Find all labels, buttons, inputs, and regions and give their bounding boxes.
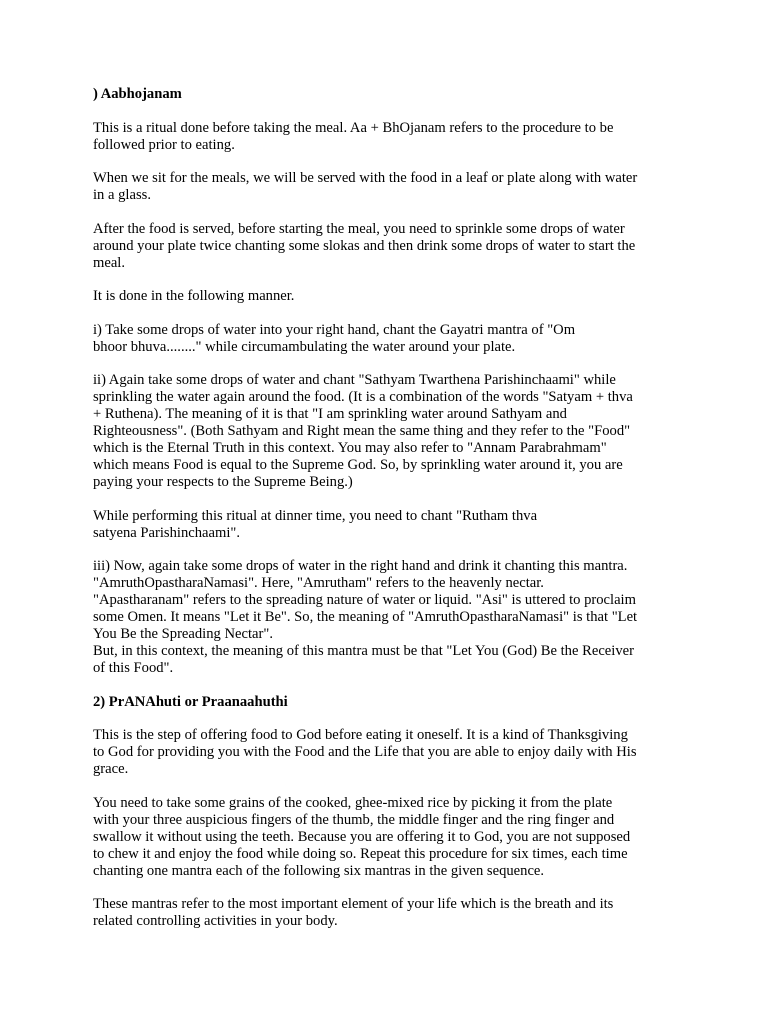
text-line: 2) PrANAhuti or Praanaahuthi xyxy=(93,693,288,710)
text-line: of this Food". xyxy=(93,660,174,676)
document-page xyxy=(93,86,683,947)
text-line: You Be the Spreading Nectar". xyxy=(93,626,273,642)
paragraph xyxy=(93,170,683,204)
text-line: When we sit for the meals, we will be served with the food in a leaf or plate along with water xyxy=(93,170,638,186)
text-line: followed prior to eating. xyxy=(93,136,235,153)
text-line: grace. xyxy=(93,761,129,777)
text-line: + Ruthena). The meaning of it is that "I am sprinkling water around Sathyam and xyxy=(93,406,567,422)
text-line: ) Aabhojanam xyxy=(93,86,182,102)
text-line: satyena Parishinchaami". xyxy=(93,524,240,541)
text-line: which is the Eternal Truth in this context. You may also refer to "Annam Parabrahmam" xyxy=(93,440,607,456)
paragraph xyxy=(93,558,683,677)
text-line: It is done in the following manner. xyxy=(93,288,295,304)
paragraph xyxy=(93,120,683,154)
paragraph xyxy=(93,288,683,305)
text-line: to God for providing you with the Food and the Life that you are able to enjoy daily with His xyxy=(93,744,637,760)
text-line: "Apastharanam" refers to the spreading nature of water or liquid. "Asi" is uttered to proclaim xyxy=(93,592,636,608)
text-line: sprinkling the water again around the food. (It is a combination of the words "Satyam + thva xyxy=(93,389,633,405)
text-line: "AmruthOpastharaNamasi". Here, "Amrutham" refers to the heavenly nectar. xyxy=(93,575,544,591)
text-line: ii) Again take some drops of water and chant "Sathyam Twarthena Parishinchaami" while xyxy=(93,372,616,388)
text-line: in a glass. xyxy=(93,187,151,203)
paragraph xyxy=(93,322,683,356)
paragraph xyxy=(93,508,683,542)
text-line: Righteousness". (Both Sathyam and Right mean the same thing and they refer to the "Food" xyxy=(93,423,631,439)
text-line: some Omen. It means "Let it Be". So, the meaning of "AmruthOpastharaNamasi" is that "Let xyxy=(93,609,638,625)
section-heading xyxy=(93,694,683,711)
paragraph xyxy=(93,896,683,930)
text-line: iii) Now, again take some drops of water in the right hand and drink it chanting this mantra. xyxy=(93,558,628,574)
text-line: This is a ritual done before taking the meal. Aa + BhOjanam refers to the procedure to be xyxy=(93,119,614,136)
text-line: After the food is served, before starting the meal, you need to sprinkle some drops of water xyxy=(93,220,625,237)
text-line: to chew it and enjoy the food while doing so. Repeat this procedure for six times, each time xyxy=(93,845,628,862)
text-line: chanting one mantra each of the following six mantras in the given sequence. xyxy=(93,862,545,879)
text-line: You need to take some grains of the cooked, ghee-mixed rice by picking it from the plate xyxy=(93,794,613,811)
text-line: with your three auspicious fingers of the thumb, the middle finger and the ring finger and xyxy=(93,811,615,828)
text-line: around your plate twice chanting some slokas and then drink some drops of water to start the xyxy=(93,237,636,254)
text-line: This is the step of offering food to God before eating it oneself. It is a kind of Thanksgiving xyxy=(93,727,628,743)
paragraph xyxy=(93,372,683,491)
paragraph xyxy=(93,727,683,778)
text-line: swallow it without using the teeth. Because you are offering it to God, you are not supposed xyxy=(93,828,631,845)
text-line: While performing this ritual at dinner time, you need to chant "Rutham thva xyxy=(93,507,538,524)
text-line: i) Take some drops of water into your right hand, chant the Gayatri mantra of "Om xyxy=(93,321,576,338)
text-line: But, in this context, the meaning of this mantra must be that "Let You (God) Be the Receiver xyxy=(93,643,634,659)
text-line: related controlling activities in your body. xyxy=(93,913,338,929)
text-line: which means Food is equal to the Supreme God. So, by sprinkling water around it, you are xyxy=(93,457,623,473)
text-line: paying your respects to the Supreme Being.) xyxy=(93,474,353,490)
section-heading xyxy=(93,86,683,103)
text-line: bhoor bhuva........" while circumambulating the water around your plate. xyxy=(93,338,516,355)
paragraph xyxy=(93,221,683,272)
text-line: meal. xyxy=(93,254,126,271)
text-line: These mantras refer to the most important element of your life which is the breath and its xyxy=(93,896,614,912)
paragraph xyxy=(93,795,683,880)
